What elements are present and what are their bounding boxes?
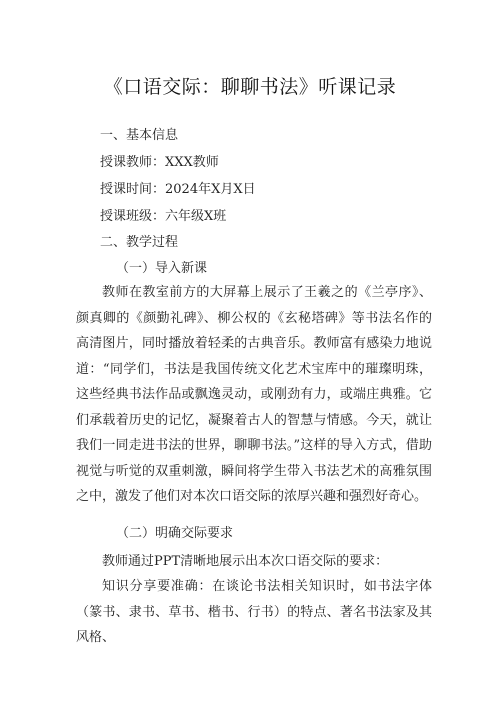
subsection-heading-introduction: （一）导入新课	[116, 261, 208, 276]
knowledge-sharing-paragraph: 知识分享要准确：在谈论书法相关知识时，如书法字体（篆书、隶书、草书、楷书、行书）的特点、著名书法家及其风格、	[76, 579, 432, 645]
date-info: 授课时间：2024年X月X日	[100, 182, 256, 197]
teacher-info: 授课教师：XXX教师	[100, 155, 219, 170]
section-heading-teaching-process: 二、教学过程	[100, 235, 179, 250]
requirements-intro-paragraph: 教师通过PPT清晰地展示出本次口语交际的要求：	[102, 554, 389, 569]
subsection-heading-requirements: （二）明确交际要求	[116, 526, 234, 541]
section-heading-basic-info: 一、基本信息	[100, 128, 179, 143]
introduction-paragraph: 教师在教室前方的大屏幕上展示了王羲之的《兰亭序》、颜真卿的《颜勤礼碑》、柳公权的《玄秘塔碑》等书法名作的高清图片，同时播放着轻柔的古典音乐。教师富有感染力地说道：“同学们，书法是我国传统文化艺术宝库中的璀璨明珠，这些经典书法作品或飘逸灵动，或刚劲有力，或端庄典雅。它们承载着历史的记忆，凝聚着古人的智慧与情感。今天，就让我们一同走进书法的世界，聊聊书法。”这样的导入方式，借助视觉与听觉的双重刺激，瞬间将学生带入书法艺术的高雅氛围之中，激发了他们对本次口语交际的浓厚兴趣和强烈好奇心。	[76, 285, 432, 504]
document-title: 《口语交际：聊聊书法》听课记录	[103, 76, 397, 98]
class-info: 授课班级：六年级X班	[100, 209, 227, 224]
